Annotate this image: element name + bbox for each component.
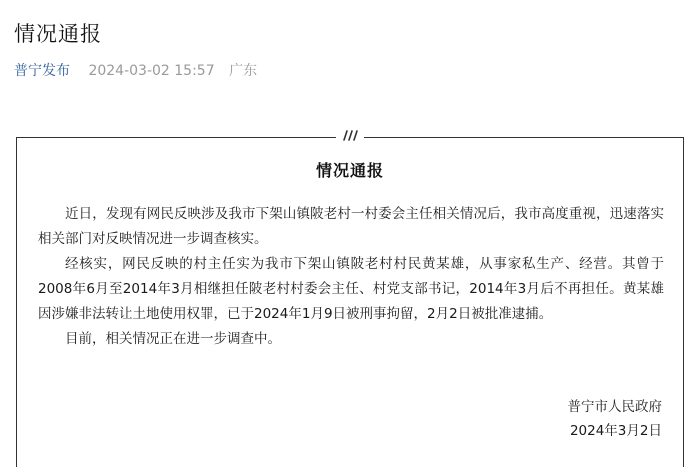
- article-meta: [14, 60, 257, 80]
- notice-title: 情况通报: [315, 161, 384, 180]
- publish-datetime: 2024-03-02 15:57: [88, 63, 215, 79]
- notice-paragraph-2: 经核实，网民反映的村主任实为我市下架山镇陂老村村民黄某雄，从事家私生产、经营。其曾于2008年6月至2014年3月相继担任陂老村村委会主任、村党支部书记，2014年3月后不再担任。黄某雄因涉嫌非法转让土地使用权罪，已于2024年1月9日被刑事拘留，2月2日被批准逮捕。: [38, 256, 664, 322]
- notice-signature: [568, 395, 663, 443]
- signature-org: 普宁市人民政府: [567, 399, 662, 415]
- author-link[interactable]: 普宁发布: [14, 63, 70, 79]
- article-title: 情况通报: [14, 22, 102, 46]
- notice-paragraph-1: 近日，发现有网民反映涉及我市下架山镇陂老村一村委会主任相关情况后，我市高度重视，迅速落实相关部门对反映情况进一步调查核实。: [38, 206, 664, 247]
- slash-divider-icon: [336, 127, 364, 145]
- notice-paragraph-3: 目前，相关情况正在进一步调查中。: [65, 331, 281, 347]
- publish-location: 广东: [229, 63, 258, 79]
- signature-date: 2024年3月2日: [569, 423, 662, 439]
- notice-body: [38, 202, 664, 352]
